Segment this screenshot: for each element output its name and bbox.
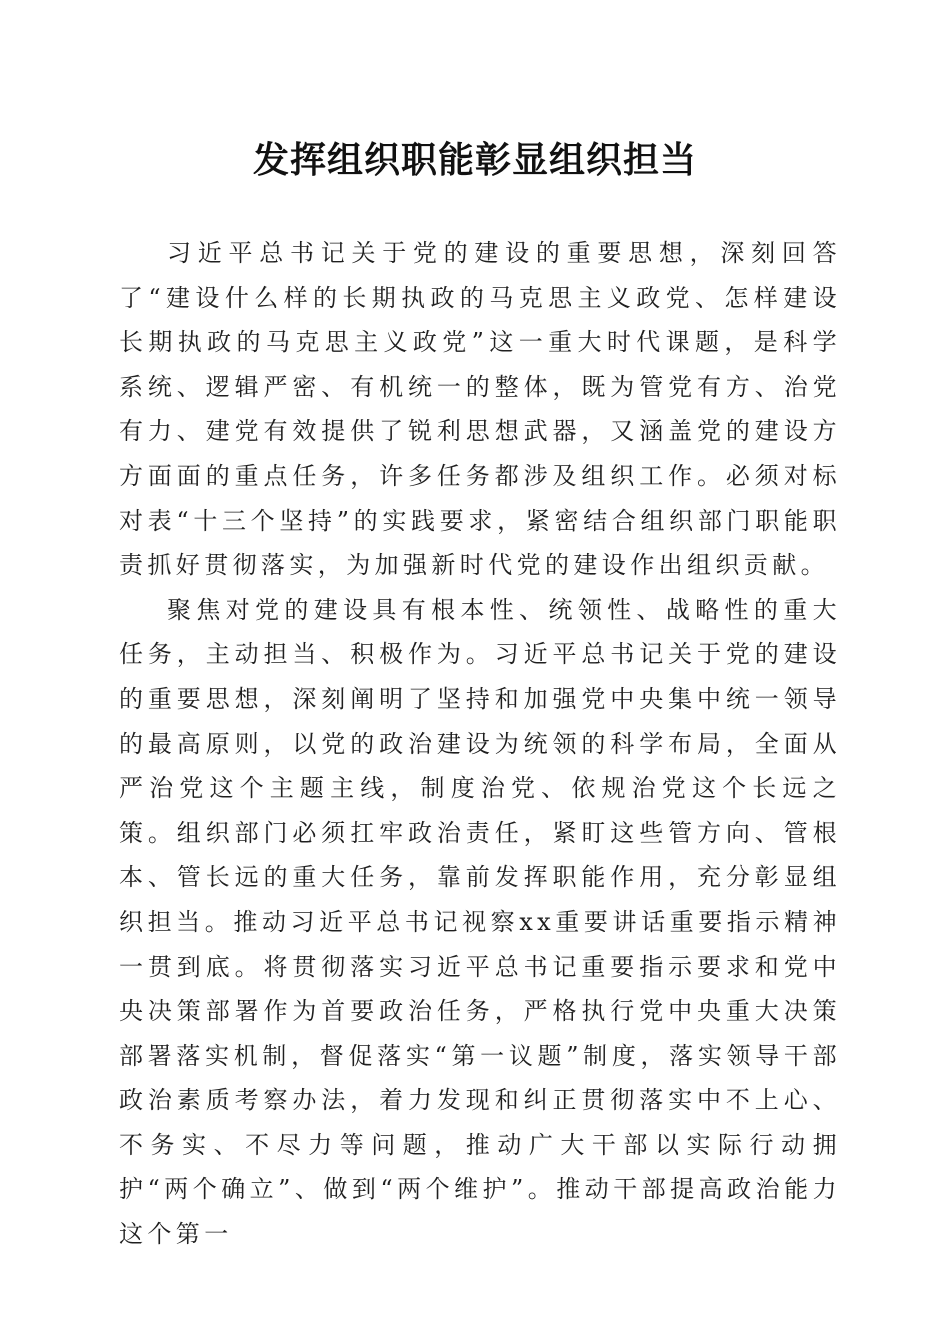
document-body [119, 231, 841, 1257]
paragraph-2: 聚焦对党的建设具有根本性、统领性、战略性的重大任务，主动担当、积极作为。习近平总书记关于党的建设的重要思想，深刻阐明了坚持和加强党中央集中统一领导的最高原则，以党的政治建设为统领的科学布局，全面从严治党这个主题主线，制度治党、依规治党这个长远之策。组织部门必须扛牢政治责任，紧盯这些管方向、管根本、管长远的重大任务，靠前发挥职能作用，充分彰显组织担当。推动习近平总书记视察xx重要讲话重要指示精神一贯到底。将贯彻落实习近平总书记重要指示要求和党中央决策部署作为首要政治任务，严格执行党中央重大决策部署落实机制，督促落实“第一议题”制度，落实领导干部政治素质考察办法，着力发现和纠正贯彻落实中不上心、不务实、不尽力等问题，推动广大干部以实际行动拥护“两个确立”、做到“两个维护”。推动干部提高政治能力这个第一 [119, 595, 841, 1249]
document-title: 发挥组织职能彰显组织担当 [252, 139, 697, 181]
paragraph-1: 习近平总书记关于党的建设的重要思想，深刻回答了“建设什么样的长期执政的马克思主义政党、怎样建设长期执政的马克思主义政党”这一重大时代课题，是科学系统、逻辑严密、有机统一的整体，既为管党有方、治党有力、建党有效提供了锐利思想武器，又涵盖党的建设方方面面的重点任务，许多任务都涉及组织工作。必须对标对表“十三个坚持”的实践要求，紧密结合组织部门职能职责抓好贯彻落实，为加强新时代党的建设作出组织贡献。 [119, 239, 841, 580]
